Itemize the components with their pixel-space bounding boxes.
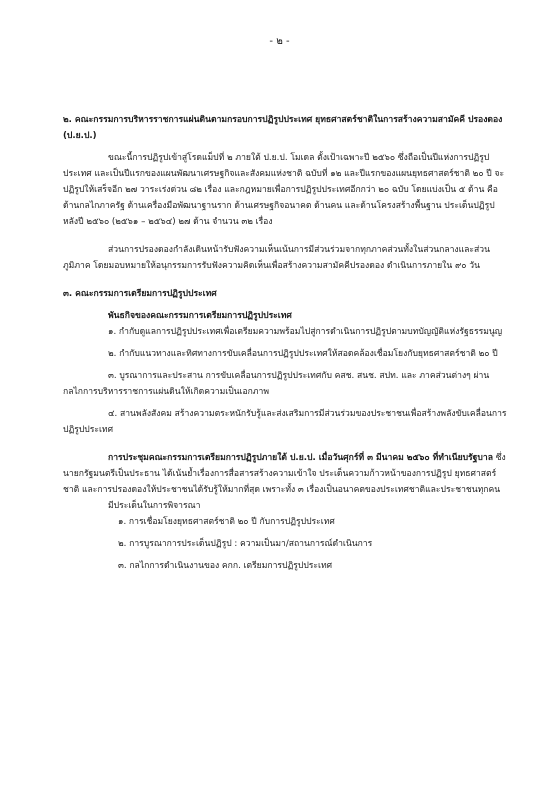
mission-item: ๒. กำกับแนวทางและทิศทางการขับเคลื่อนการปฏิรูปประเทศให้สอดคล้องเชื่อมโยงกับยุทธศาสตร์ชาติ ๒๐ ปี (108, 349, 498, 359)
agenda-item: ๒. การบูรณาการประเด็นปฏิรูป : ความเป็นมา/สถานการณ์ดำเนินการ (118, 539, 373, 549)
section-2-paragraph-1: ขณะนี้การปฏิรูปเข้าสู่โรดแม็ปที่ ๒ ภายใต้ ป.ย.ป. โมเดล ตั้งเป้าเฉพาะปี ๒๕๖๐ ซึ่งถือเป็นปีแห่งการปฏิรูปประเทศ และเป็นปีแรกของแผนพัฒนาเศรษฐกิจและสังคมแห่งชาติ ฉบับที่ ๑๒ และปีแรกของแผนยุทธศาสตร์ชาติ ๒๐ ปี จะปฏิรูปให้เสร็จอีก ๒๗ วาระเร่งด่วน ๘๒ เรื่อง และกฎหมายเพื่อการปฏิรูปประเทศอีกกว่า ๒๐ ฉบับ โดยแบ่งเป็น ๕ ด้าน คือ ด้านกลไกภาครัฐ ด้านเครื่องมือพัฒนาฐานราก ด้านเศรษฐกิจอนาคต ด้านคน และด้านโครงสร้างพื้นฐาน ประเด็นปฏิรูปหลังปี ๒๕๖๐ (๒๕๖๑ – ๒๕๖๔) ๒๗ ด้าน จำนวน ๓๒ เรื่อง (63, 153, 505, 227)
page-number: - ๒ - (269, 36, 290, 47)
meeting-date-bold: การประชุมคณะกรรมการเตรียมการปฏิรูปภายใต้ ป.ย.ป. เมื่อวันศุกร์ที่ ๓ มีนาคม ๒๕๖๐ ที่ทำเนียบรัฐบาล (108, 453, 493, 463)
agenda-title: มีประเด็นในการพิจารณา (108, 501, 201, 511)
mission-item: ๑. กำกับดูแลการปฏิรูปประเทศเพื่อเตรียมความพร้อมไปสู่การดำเนินการปฏิรูปตามบทบัญญัติแห่งรัฐธรรมนูญ (108, 327, 503, 337)
section-2-heading: ๒. คณะกรรมการบริหารราชการแผ่นดินตามกรอบการปฏิรูปประเทศ ยุทธศาสตร์ชาติในการสร้างความสามัคคี ปรองดอง (ป.ย.ป.) (63, 115, 503, 141)
mission-item: ๔. สานพลังสังคม สร้างความตระหนักรับรู้และส่งเสริมการมีส่วนร่วมของประชาชนเพื่อสร้างพลังขับเคลื่อนการปฏิรูปประเทศ (63, 409, 507, 435)
section-3-heading: ๓. คณะกรรมการเตรียมการปฏิรูปประเทศ (63, 289, 217, 299)
agenda-item: ๑. การเชื่อมโยงยุทธศาสตร์ชาติ ๒๐ ปี กับการปฏิรูปประเทศ (118, 517, 335, 527)
section-2-paragraph-2: ส่วนการปรองดองกำลังเดินหน้ารับฟังความเห็นเน้นการมีส่วนร่วมจากทุกภาคส่วนทั้งในส่วนกลางและส่วนภูมิภาค โดยมอบหมายให้อนุกรรมการรับฟังความคิดเห็นเพื่อสร้างความสามัคคีปรองดอง ดำเนินการภายใน ๙๐ วัน (63, 245, 490, 271)
mission-title: พันธกิจของคณะกรรมการเตรียมการปฏิรูปประเทศ (108, 311, 292, 321)
agenda-item: ๓. กลไกการดำเนินงานของ คกก. เตรียมการปฏิรูปประเทศ (118, 561, 333, 571)
document-body (63, 112, 509, 574)
meeting-detail: ซึ่งนายกรัฐมนตรีเป็นประธาน ได้เน้นย้ำเรื่องการสื่อสารสร้างความเข้าใจ ประเด็นความก้าวหน้าของการปฏิรูป ยุทธศาสตร์ชาติ และการปรองดองให้ประชาชนได้รับรู้ให้มากที่สุด เพราะทั้ง ๓ เรื่องเป็นอนาคตของประเทศชาติและประชาชนทุกคน (63, 453, 506, 495)
mission-item: ๓. บูรณาการและประสาน การขับเคลื่อนการปฏิรูปประเทศกับ คสช. สนช. สปท. และ ภาคส่วนต่างๆ ผ่านกลไกการบริหารราชการแผ่นดินให้เกิดความเป็นเอกภาพ (63, 371, 490, 397)
meeting-paragraph (63, 450, 509, 498)
